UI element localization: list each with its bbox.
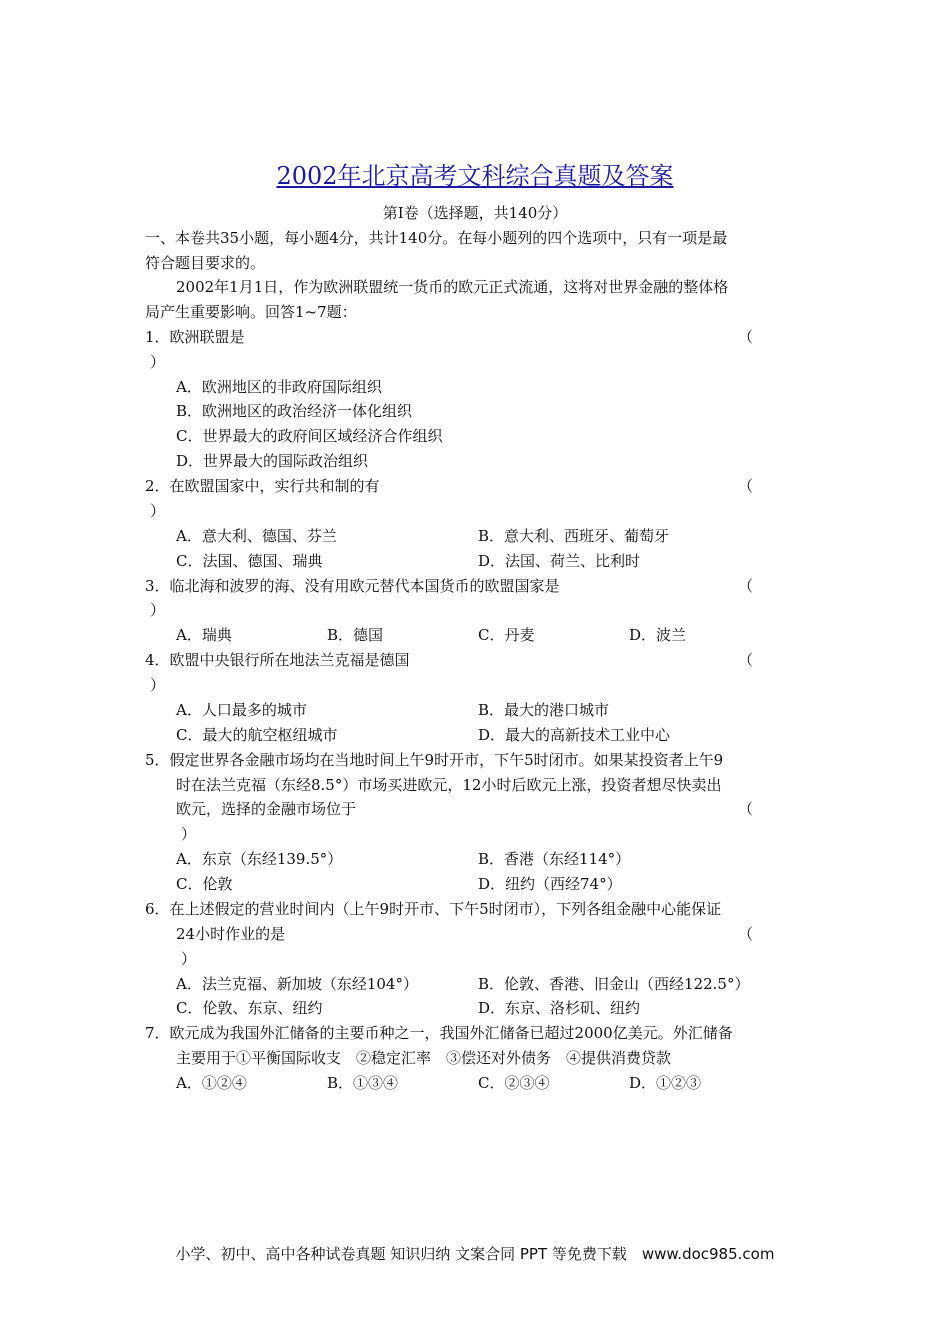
question-2-bracket-open: （ (738, 477, 754, 495)
question-1-stem: 1．欧洲联盟是 (145, 328, 245, 346)
question-3-option-c: C．丹麦 (478, 626, 535, 644)
question-2-stem: 2．在欧盟国家中，实行共和制的有 (145, 477, 380, 495)
page-footer[interactable]: 小学、初中、高中各种试卷真题 知识归纳 文案合同 PPT 等免费下载 www.doc985.com (175, 1245, 775, 1263)
question-4-option-d: D．最大的高新技术工业中心 (478, 726, 671, 744)
question-2-option-d: D．法国、荷兰、比利时 (478, 552, 641, 570)
question-5-option-a: A．东京（东经139.5°） (176, 850, 343, 868)
question-4-bracket-close: ） (150, 676, 166, 694)
question-3-stem: 3．临北海和波罗的海、没有用欧元替代本国货币的欧盟国家是 (145, 577, 560, 595)
question-2-option-c: C．法国、德国、瑞典 (176, 552, 323, 570)
question-5-bracket-open: （ (738, 800, 754, 818)
question-5-option-d: D．纽约（西经74°） (478, 875, 622, 893)
question-6-option-c: C．伦敦、东京、纽约 (176, 999, 323, 1017)
question-1-option-a: A．欧洲地区的非政府国际组织 (176, 378, 382, 396)
page-title[interactable]: 2002年北京高考文科综合真题及答案 (276, 162, 674, 190)
question-3-option-b: B．德国 (327, 626, 384, 644)
question-6-option-d: D．东京、洛杉矶、纽约 (478, 999, 641, 1017)
question-4-bracket-open: （ (738, 651, 754, 669)
question-1-bracket-close: ） (150, 353, 166, 371)
question-7-option-d: D．①②③ (629, 1074, 702, 1092)
question-6-option-b: B．伦敦、香港、旧金山（西经122.5°） (478, 975, 750, 993)
question-5-stem-line-1: 5．假定世界各金融市场均在当地时间上午9时开市，下午5时闭市。如果某投资者上午9 (145, 751, 724, 769)
question-3-option-a: A．瑞典 (176, 626, 232, 644)
question-3-bracket-open: （ (738, 577, 754, 595)
question-4-option-c: C．最大的航空枢纽城市 (176, 726, 338, 744)
question-5-bracket-close: ） (181, 825, 197, 843)
question-3-option-d: D．波兰 (629, 626, 687, 644)
intro-line-2: 局产生重要影响。回答1~7题： (145, 303, 357, 321)
question-2-option-a: A．意大利、德国、芬兰 (176, 527, 337, 545)
instructions-line-1: 一、本卷共35小题，每小题4分，共计140分。在每小题列的四个选项中，只有一项是最 (145, 229, 728, 247)
question-6-bracket-open: （ (738, 925, 754, 943)
question-7-option-c: C．②③④ (478, 1074, 550, 1092)
question-5-stem-line-2: 时在法兰克福（东经8.5°）市场买进欧元，12小时后欧元上涨，投资者想尽快卖出 (176, 776, 722, 794)
question-3-bracket-close: ） (150, 601, 166, 619)
question-6-option-a: A．法兰克福、新加坡（东经104°） (176, 975, 418, 993)
question-7-stem-line-2: 主要用于①平衡国际收支 ②稳定汇率 ③偿还对外债务 ④提供消费贷款 (176, 1049, 672, 1067)
question-7-option-a: A．①②④ (176, 1074, 247, 1092)
section-subtitle: 第Ⅰ卷（选择题，共140分） (382, 204, 568, 222)
question-4-option-b: B．最大的港口城市 (478, 701, 610, 719)
question-6-bracket-close: ） (181, 950, 197, 968)
question-2-bracket-close: ） (150, 502, 166, 520)
instructions-line-2: 符合题目要求的。 (145, 254, 266, 272)
intro-line-1: 2002年1月1日，作为欧洲联盟统一货币的欧元正式流通，这将对世界金融的整体格 (176, 278, 729, 296)
question-7-option-b: B．①③④ (327, 1074, 399, 1092)
question-1-option-c: C．世界最大的政府间区域经济合作组织 (176, 427, 443, 445)
question-5-stem-line-3: 欧元，选择的金融市场位于 (176, 800, 357, 818)
question-1-option-d: D．世界最大的国际政治组织 (176, 452, 369, 470)
question-1-option-b: B．欧洲地区的政治经济一体化组织 (176, 402, 413, 420)
question-6-stem-line-2: 24小时作业的是 (176, 925, 286, 943)
question-7-stem-line-1: 7．欧元成为我国外汇储备的主要币种之一，我国外汇储备已超过2000亿美元。外汇储备 (145, 1024, 733, 1042)
question-6-stem-line-1: 6．在上述假定的营业时间内（上午9时开市、下午5时闭市），下列各组金融中心能保证 (145, 900, 722, 918)
question-5-option-b: B．香港（东经114°） (478, 850, 631, 868)
question-2-option-b: B．意大利、西班牙、葡萄牙 (478, 527, 670, 545)
question-1-bracket-open: （ (738, 328, 754, 346)
question-5-option-c: C．伦敦 (176, 875, 233, 893)
question-4-option-a: A．人口最多的城市 (176, 701, 307, 719)
question-4-stem: 4．欧盟中央银行所在地法兰克福是德国 (145, 651, 410, 669)
